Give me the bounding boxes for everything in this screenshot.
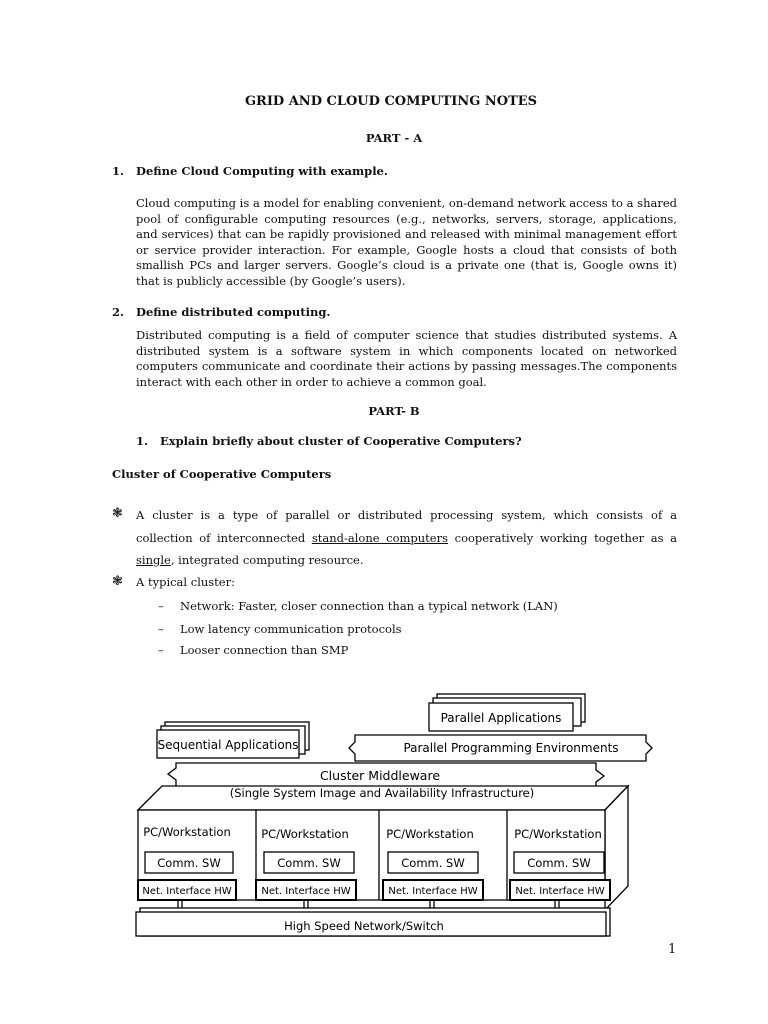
cluster-middleware-label: Cluster Middleware — [319, 768, 441, 783]
bullet-2-text: A typical cluster: — [136, 575, 235, 589]
bullet-1-icon: ❃ — [112, 506, 123, 521]
question-1-number: 1. — [112, 164, 125, 178]
comm-sw-label-4: Comm. SW — [527, 856, 591, 870]
dash-icon: – — [158, 643, 164, 657]
question-1-answer: Cloud computing is a model for enabling convenient, on-demand network access to a shared pool of configurable computing resources (e.g., networks, servers, storage, applications, and services) that can be rapidly provisioned and released with minimal management effort or service provider interaction. For example, Google hosts a cloud that consists of both smallish PCs and larger servers. Google’s cloud is a private one (that is, Google owns it) that is publicly accessible (by Google’s users). — [136, 196, 677, 288]
question-2-title: Define distributed computing. — [136, 305, 331, 319]
part-b-question-1-number: 1. — [136, 434, 149, 448]
page-number: 1 — [668, 942, 677, 957]
parallel-programming-environments-label: Parallel Programming Environments — [403, 741, 619, 755]
bullet-1-text-end: , integrated computing resource. — [170, 553, 364, 567]
dash-icon: – — [158, 622, 164, 636]
net-interface-label-1: Net. Interface HW — [142, 886, 232, 897]
comm-sw-label-2: Comm. SW — [277, 856, 341, 870]
net-interface-label-3: Net. Interface HW — [388, 886, 478, 897]
high-speed-network-label: High Speed Network/Switch — [284, 919, 444, 933]
comm-sw-label-3: Comm. SW — [401, 856, 465, 870]
sub-item-2-text: Low latency communication protocols — [180, 622, 402, 636]
comm-sw-label-1: Comm. SW — [157, 856, 221, 870]
parallel-applications-label: Parallel Applications — [440, 711, 562, 725]
bullet-2-icon: ❃ — [112, 574, 123, 589]
section-heading: Cluster of Cooperative Computers — [112, 467, 332, 481]
bullet-1-text-start: A cluster is a type of parallel or distributed processing system, which consists of a collection of interconnected — [136, 508, 677, 545]
workstation-label-3: PC/Workstation — [386, 827, 474, 841]
net-interface-label-4: Net. Interface HW — [515, 886, 605, 897]
page-title: GRID AND CLOUD COMPUTING NOTES — [244, 94, 538, 109]
single-text: single — [136, 553, 171, 567]
sub-item-3-text: Looser connection than SMP — [180, 643, 349, 657]
sub-item-1-text: Network: Faster, closer connection than a typical network (LAN) — [180, 599, 558, 613]
workstation-label-4: PC/Workstation — [514, 827, 602, 841]
stand-alone-computers-text: stand-alone computers — [311, 530, 449, 545]
bullet-1-text-middle: cooperatively working together as a — [448, 530, 677, 545]
dash-icon: – — [158, 599, 164, 613]
question-2-number: 2. — [112, 305, 125, 319]
workstation-label-1: PC/Workstation — [143, 825, 231, 839]
middleware-subtitle-label: (Single System Image and Availability Infrastructure) — [229, 786, 535, 800]
workstation-label-2: PC/Workstation — [261, 827, 349, 841]
part-b-question-1-title: Explain briefly about cluster of Cooperative Computers? — [160, 434, 522, 448]
sequential-applications-label: Sequential Applications — [157, 738, 299, 752]
part-a-heading: PART - A — [365, 131, 423, 145]
question-1-title: Define Cloud Computing with example. — [136, 164, 388, 178]
net-interface-label-2: Net. Interface HW — [261, 886, 351, 897]
part-b-heading: PART- B — [368, 404, 420, 418]
question-2-answer: Distributed computing is a field of computer science that studies distributed systems. A distributed system is a software system in which components located on networked computers communicate and coordinate their actions by passing messages.The components interact with each other in order to achieve a common goal. — [136, 328, 677, 389]
